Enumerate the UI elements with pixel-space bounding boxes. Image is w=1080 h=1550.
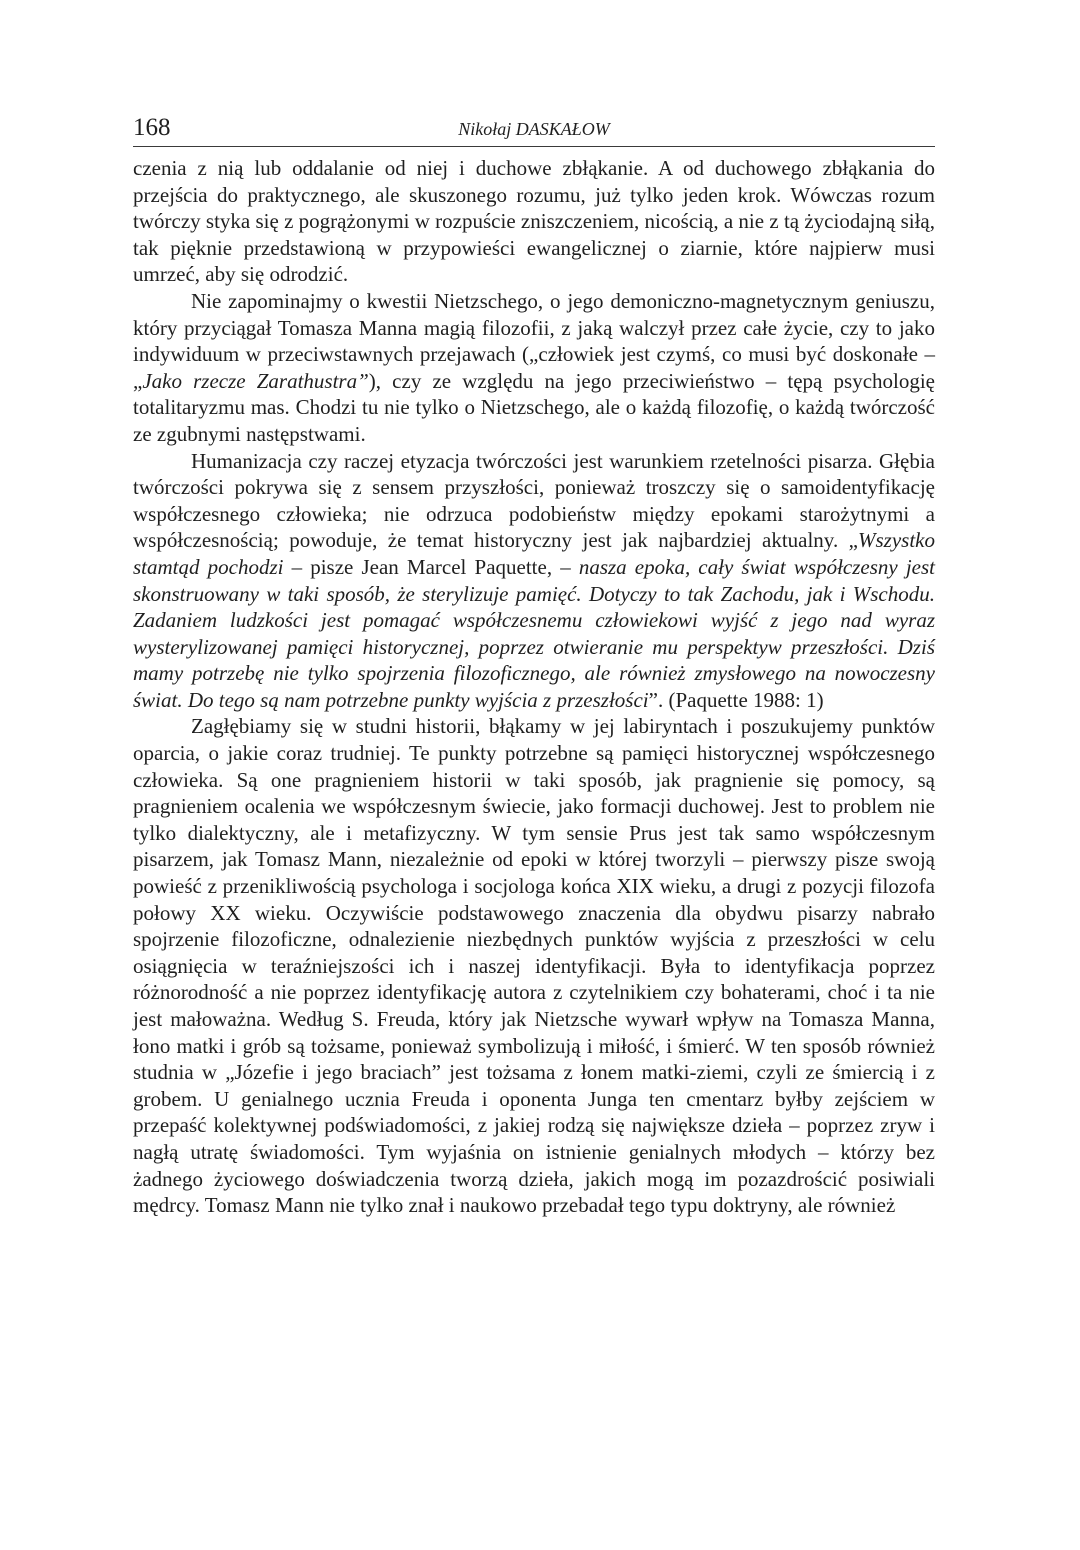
paragraph-3-text-b: – pisze Jean Marcel Paquette, – (283, 554, 579, 579)
paragraph-3-text-a: Humanizacja czy raczej etyzacja twórczości jest warunkiem rzetelności pisarza. Głębia twórczości pokrywa się z sensem przyszłości, ponieważ troszczy się o samoidentyfikację współczesnego człowieka; nie odrzuca podobieństw między epokami starożytnymi a współczesnością; powoduje, że temat historyczny jest jak najbardziej aktualny. „ (133, 448, 935, 553)
running-head: Nikołaj DASKAŁOW (458, 119, 610, 139)
document-page (133, 112, 935, 1219)
paragraph-2-text-b: ), czy ze względu na jego przeciwieństwo – tępą psychologię totalitaryzmu mas. Chodzi tu nie tylko o Nietzschego, ale o każdą filozofię, o każdą twórczość ze zgubnymi następstwami. (133, 368, 935, 446)
body-text (133, 155, 935, 1219)
paragraph-3-quote-b: nasza epoka, cały świat współczesny jest skonstruowany w taki sposób, że sterylizuje pamięć. Dotyczy to tak Zachodu, jak i Wschodu. Zadaniem ludzkości jest pomagać współczesnemu człowiekowi wyjść z jego nad wyraz wysterylizowanej pamięci historycznej, poprzez otwieranie mu perspektyw przeszłości. Dziś mamy potrzebę nie tylko spojrzenia filozoficznego, ale również zmysłowego na nowoczesny świat. Do tego są nam potrzebne punkty wyjścia z przeszłości (133, 554, 935, 712)
paragraph-3-citation: ”. (Paquette 1988: 1) (648, 687, 824, 712)
paragraph-3-quote-a: Wszystko stamtąd pochodzi (133, 528, 935, 579)
paragraph-2-quote-title: Jako rzecze Zarathustra” (142, 368, 369, 393)
paragraph-3 (133, 448, 935, 714)
paragraph-2 (133, 288, 935, 448)
page-number: 168 (133, 114, 171, 141)
paragraph-2-text-a: Nie zapominajmy o kwestii Nietzschego, o jego demoniczno-magnetycznym geniuszu, który przyciągał Tomasza Manna magią filozofii, z jaką walczył przez całe życie, czy to jako indywiduum w przeciwstawnych przejawach („człowiek jest czymś, co musi być doskonałe – „ (133, 288, 935, 393)
paragraph-1: czenia z nią lub oddalanie od niej i duchowe zbłąkanie. A od duchowego zbłąkania do przejścia do praktycznego, ale skuszonego rozumu, już tylko jeden krok. Wówczas rozum twórczy styka się z pogrążonymi w rozpuście zniszczeniem, nicością, a nie z tą życiodajną siłą, tak pięknie przedstawioną w przypowieści ewangelicznej o ziarnie, które najpierw musi umrzeć, aby się odrodzić. (133, 156, 935, 287)
page-header (133, 112, 935, 147)
paragraph-4: Zagłębiamy się w studni historii, błąkamy w jej labiryntach i poszukujemy punktów oparcia, o jakie coraz trudniej. Te punkty potrzebne są pamięci historycznej współczesnego człowieka. Są one pragnieniem historii w taki sposób, jak pragnienie się pomocy, są pragnieniem ocalenia we współczesnym świecie, jako formacji duchowej. Jest to problem nie tylko dialektyczny, ale i metafizyczny. W tym sensie Prus jest tak samo współczesnym pisarzem, jak Tomasz Mann, niezależnie od epoki w której tworzyli – pierwszy pisze swoją powieść z przenikliwością psychologa i socjologa końca XIX wieku, a drugi z pozycji filozofa połowy XX wieku. Oczywiście podstawowego znaczenia dla obydwu pisarzy nabrało spojrzenie filozoficzne, odnalezienie niezbędnych punktów wyjścia z przeszłości w celu osiągnięcia w teraźniejszości ich i naszej identyfikacji. Była to identyfikacja poprzez różnorodność a nie poprzez identyfikację autora z czytelnikiem czy bohaterami, choć i ta nie jest małoważna. Według S. Freuda, który jak Nietzsche wywarł wpływ na Tomasza Manna, łono matki i grób są tożsame, ponieważ symbolizują i miłość, i śmierć. W ten sposób również studnia w „Józefie i jego braciach” jest tożsama z łonem matki-ziemi, czyli ze śmiercią i z grobem. U genialnego ucznia Freuda i oponenta Junga ten cmentarz byłby zejściem w przepaść kolektywnej podświadomości, z jakiej rodzą się największe dzieła – poprzez zryw i nagłą utratę świadomości. Tym wyjaśnia on istnienie genialnych młodych – którzy bez żadnego życiowego doświadczenia tworzą dzieła, jakich mogą im pozazdrościć posiwiali mędrcy. Tomasz Mann nie tylko znał i naukowo przebadał tego typu doktryny, ale również (133, 714, 935, 1218)
